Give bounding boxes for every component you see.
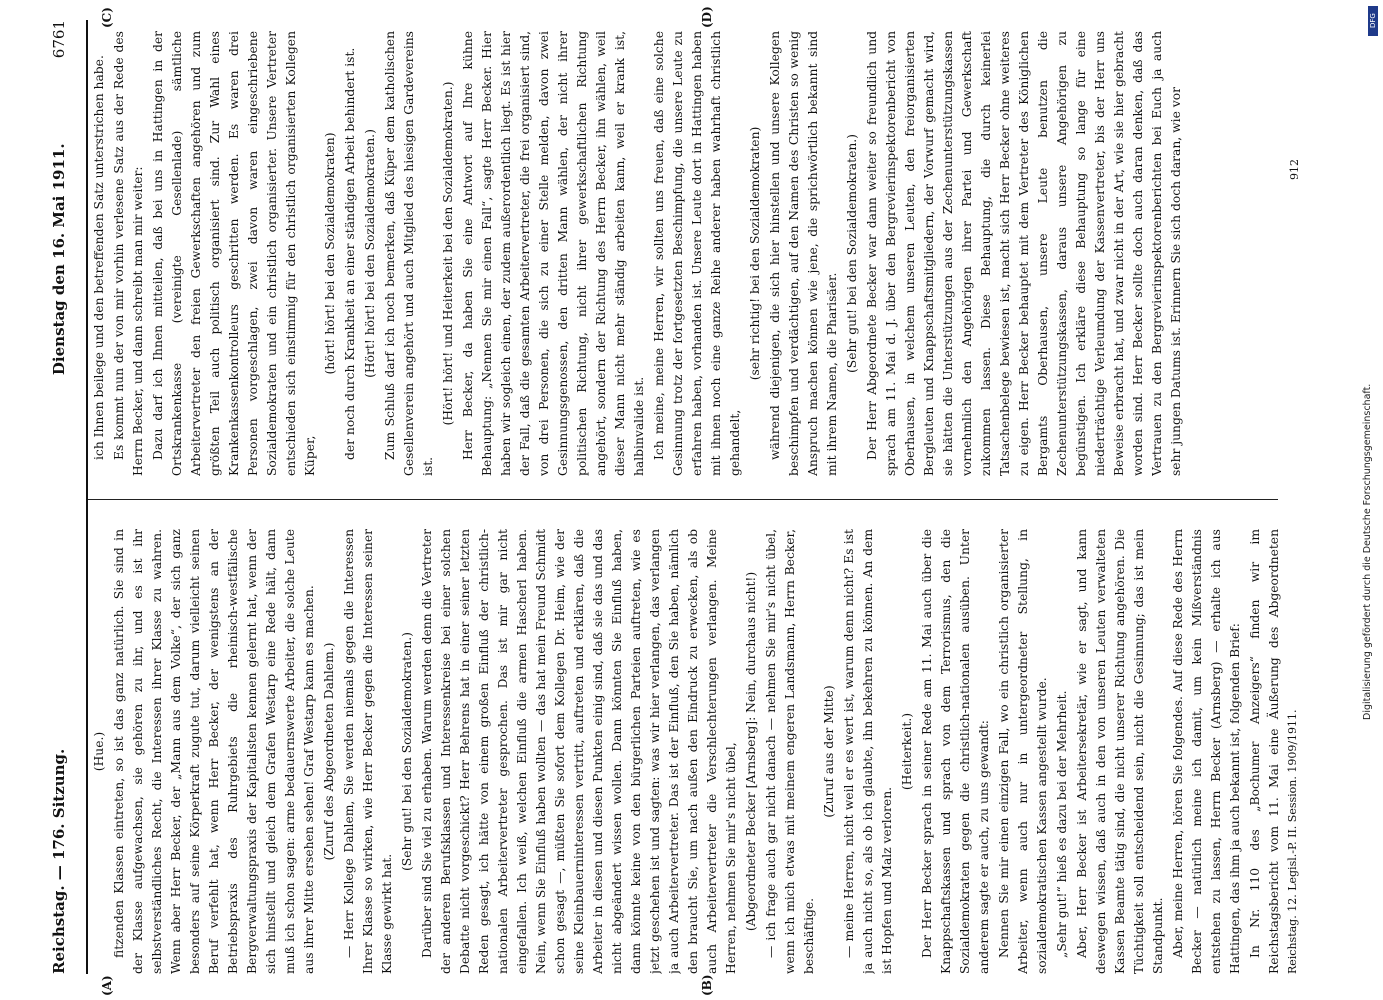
paragraph: Dazu darf ich Ihnen mitteilen, daß bei uns in Hattingen in der Ortskrankenkasse (vereinigte Gesellenlade) sämtliche Arbeitervertreter den freien Gewerkschaften angehören und zum größten Teil auch politisch organisiert sind. Zur Wahl eines Krankenkassenkontrolleurs geschritten werden. Es waren drei Personen vorgeschlagen, zwei davon waren eingeschriebene Sozialdemokraten und ein christlich organisierter. Unsere Vertreter entschieden sich einstimmig für den christlich organisierten Kollegen Küper, [151, 31, 317, 476]
digitization-credit: Digitalisierung gefördert durch die Deutsche Forschungsgemeinschaft. [1362, 383, 1373, 720]
paragraph: (Abgeordneter Becker [Arnsberg]: Nein, durchaus nicht!) [744, 571, 758, 932]
page-number: 6761 [50, 20, 68, 59]
paragraph: Herr Becker, da haben Sie eine Antwort auf Ihre kühne Behauptung: „Nennen Sie mir einen Fall“, sagte Herr Becker. Hier haben wir sogleich einen, der zudem außerordentlich liegt. Es ist hier der Fall, daß die gesamten Arbeitervertreter, die frei organisiert sind, von drei Personen, die sich zu einer Stelle melden, davon zwei Gesinnungsgenossen, den dritten Mann wählen, der nicht ihrer politischen Richtung, nicht ihrer gewerkschaftlichen Richtung angehört, sondern der Richtung des Herrn Becker, ihn wählen, weil dieser Mann nicht mehr ständig arbeiten kann, weil er krank ist, halbinvalide ist. [461, 31, 646, 476]
paragraph: (Sehr gut! bei den Sozialdemokraten.) [845, 134, 859, 373]
paragraph: Nennen Sie mir einen einzigen Fall, wo ein christlich organisierter Arbeiter, wenn auch nur in untergeordneter Stellung, in sozialdemokratischen Kassen angestellt wurde. [997, 529, 1049, 974]
paragraph: (Zuruf des Abgeordneten Dahlem.) [322, 642, 336, 861]
margin-marker-d: (D) [700, 6, 714, 28]
paragraph: „Sehr gut!“ hieß es dazu bei der Mehrheit. [1055, 690, 1069, 958]
sheet-number: 912 [1288, 159, 1301, 180]
margin-marker-a: (A) [100, 975, 114, 996]
paragraph: — ich frage auch gar nicht danach — nehmen Sie mir's nicht übel, wenn ich mich etwas mit meinem engeren Landsmann, Herrn Becker, beschäftige. [764, 529, 816, 974]
paragraph: Aber, Herr Becker ist Arbeitersekretär, wie er sagt, und kann deswegen wissen, daß auch in den von unseren Leuten verwalteten Kassen Beamte tätig sind, die nicht unserer Richtung angehören. Die Tüchtigkeit soll entscheidend sein, nicht die Gesinnung; das ist mein Standpunkt. [1075, 529, 1165, 974]
paragraph: während diejenigen, die sich hier hinstellen und unsere Kollegen beschimpfen und verdächtigen, auf den Namen des Christen so wenig Anspruch machen können wie jene, die sprichwörtlich bekannt sind mit ihrem Namen, die Pharisäer. [768, 31, 839, 476]
paragraph: der noch durch Krankheit an einer ständigen Arbeit behindert ist. [343, 47, 357, 460]
paragraph: — Herr Kollege Dahlem, Sie werden niemals gegen die Interessen Ihrer Klasse so wirken, wie Herr Becker gegen die Interessen seiner Klasse gewirkt hat. [342, 529, 394, 974]
paragraph: (hört! hört! bei den Sozialdemokraten) [323, 132, 337, 375]
paragraph: Es kommt nun der von mir vorhin verlesene Satz aus der Rede des Herrn Becker, und dann schreibt man mir weiter: [112, 31, 145, 476]
margin-marker-b: (B) [700, 974, 714, 996]
paragraph: — meine Herren, nicht weil er es wert ist, warum denn nicht? Es ist ja auch nicht so, als ob ich glaubte, ihn bekehren zu können. An dem ist Hopfen und Malz verloren. [842, 529, 894, 974]
paragraph: (Heiterkeit.) [900, 712, 914, 791]
paragraph: Der Herr Abgeordnete Becker war dann weiter so freundlich und sprach am 11. Mai d. J. über den Bergrevierinspektorenbericht von Oberhausen, in welchem unseren Leuten, den freiorganisierten Bergleuten und Knappschaftsmitgliedern, der Vorwurf gemacht wird, sie hätten die Unterstützungen aus der Zechenunterstützungskassen vornehmlich den Angehörigen ihrer Partei und Gewerkschaft zukommen lassen. Diese Behauptung, die durch keinerlei Tatsachenbelege bewiesen ist, macht sich Herr Becker ohne weiteres zu eigen. Herr Becker behauptet mit dem Vertreter des Königlichen Bergamts Oberhausen, unsere Leute benutzen die Zechenunterstützungskassen, daraus unsere Angehörigen zu begünstigen. Ich erkläre diese Behauptung so lange für eine niederträchtige Verleumdung der Kassenvertreter, bis der Herr uns Beweise erbracht hat, und zwar nicht in der Art, wie sie hier gebracht worden sind. Herr Becker sollte doch auch daran denken, daß das Vertrauen zu den Bergrevierinspektorenberichten bei Euch ja auch sehr jungen Datums ist. Erinnern Sie sich doch daran, wie vor [865, 31, 1183, 476]
margin-marker-c: (C) [100, 7, 114, 28]
paragraph: (sehr richtig! bei den Sozialdemokraten) [748, 126, 762, 381]
header-right [50, 20, 68, 375]
paragraph: (Sehr gut! bei den Sozialdemokraten.) [400, 632, 414, 871]
paragraph: Der Herr Becker sprach in seiner Rede am 11. Mai auch über die Knappschaftskassen und sprach von dem Terrorismus, den die Sozialdemokraten gegen die christlich-nationalen ausüben. Unter anderem sagte er auch, zu uns gewandt: [920, 529, 991, 974]
footer-left: Reichstag. 12. Legisl.-P. II. Session. 1909/1911. [1286, 709, 1299, 974]
header-date: Dienstag den 16. Mai 1911. [50, 143, 68, 376]
paragraph: Ich meine, meine Herren, wir sollten uns freuen, daß eine solche Gesinnung trotz der fortgesetzten Beschimpfung, die unsere Leute zu erfahren haben, vorhanden ist. Unsere Leute dort in Hattingen haben mit ihnen noch eine ganze Reihe anderer haben wahrhaft christlich gehandelt, [652, 31, 742, 476]
paragraph: fitzenden Klassen eintreten, so ist das ganz natürlich. Sie sind in der Klasse aufgewachsen, sie gehören zu ihr, und es ist ihr selbstverständliches Recht, die Interessen ihrer Klasse zu wahren. Wenn aber Herr Becker, der „Mann aus dem Volke“, der sich ganz besonders auf seine Körperkraft zugute tut, darum vielleicht seinen Beruf verfehlt hat, wenn Herr Becker, der wenigstens an der Betriebspraxis des Ruhrgebiets die rheinisch-westfälische Bergverwaltungspraxis der Kapitalisten kennen gelernt hat, wenn der sich hinstellt und gleich dem Grafen Westarp eine Rede hält, dann muß ich schon sagen: arme bedauernswerte Arbeiter, die solche Leute aus ihrer Mitte ersehen sehen! Graf Westarp kann es machen. [112, 529, 316, 974]
paragraph: ich Ihnen beilege und den betreffenden Satz unterstrichen habe. [92, 55, 106, 460]
dfg-logo: DFG [1368, 6, 1378, 36]
right-column [90, 31, 1282, 476]
page-header [50, 0, 84, 1000]
paragraph: Zum Schluß darf ich noch bemerken, daß Küper dem katholischen Gesellenverein angehört und auch Mitglied des hiesigen Gardevereins ist. [383, 31, 435, 476]
paragraph: Aber, meine Herren, hören Sie folgendes. Auf diese Rede des Herrn Becker — natürlich meine ich damit, um kein Mißverständnis entstehen zu lassen, Herrn Becker (Arnsberg) — erhalte ich aus Hattingen, das ihm ja auch bekannt ist, folgenden Brief: [1171, 529, 1242, 974]
paragraph: (Hört! hört! bei den Sozialdemokraten.) [363, 129, 377, 378]
header-rule [86, 20, 88, 974]
left-column [90, 529, 1282, 974]
paragraph: (Zuruf aus der Mitte) [822, 685, 836, 818]
column-divider [88, 499, 1278, 500]
paragraph: Darüber sind Sie viel zu erhaben. Warum werden denn die Vertreter der anderen Berufsklassen und Interessenkreise bei einer solchen Debatte nicht vorgeschickt? Herr Behrens hat in einer seiner letzten Reden gesagt, ich hätte von einem großen Einfluß der christlich-nationalen Arbeitervertreter gesprochen. Das ist mir gar nicht eingefallen. Ich weiß, welchen Einfluß die armen Hascherl haben. Nein, wenn Sie Einfluß haben wollten — das hat mein Freund Schmidt schon gesagt —, müßten Sie sofort dem Kollegen Dr. Heim, wie der seine Kleinbauerninteressen vertritt, auftreten und erklären, daß die Arbeiter in diesen und diesen Punkten einig sind, daß sie das und das nicht abgeändert wissen wollen. Dann könnten Sie Einfluß haben, dann könnte keine von den bürgerlichen Parteien auftreten, wie es jetzt geschehen ist und sagten: was wir hier verlangen, das verlangen ja auch Arbeitervertreter. Das ist der Einfluß, den Sie haben, nämlich den braucht Sie, um nach außen den Eindruck zu erwecken, als ob auch Arbeitervertreter die Verschlechterungen verlangen. Meine Herren, nehmen Sie mir's nicht übel, [420, 529, 738, 974]
paragraph: In Nr. 110 des „Bochumer Anzeigers“ finden wir im Reichstagsbericht vom 11. Mai eine Äußerung des Abgeordneten [1248, 529, 1281, 974]
paragraph: (Hört! hört! und Heiterkeit bei den Sozialdemokraten.) [441, 81, 455, 426]
paragraph: (Hue.) [92, 731, 106, 772]
header-left: Reichstag. — 176. Sitzung. [50, 748, 68, 974]
